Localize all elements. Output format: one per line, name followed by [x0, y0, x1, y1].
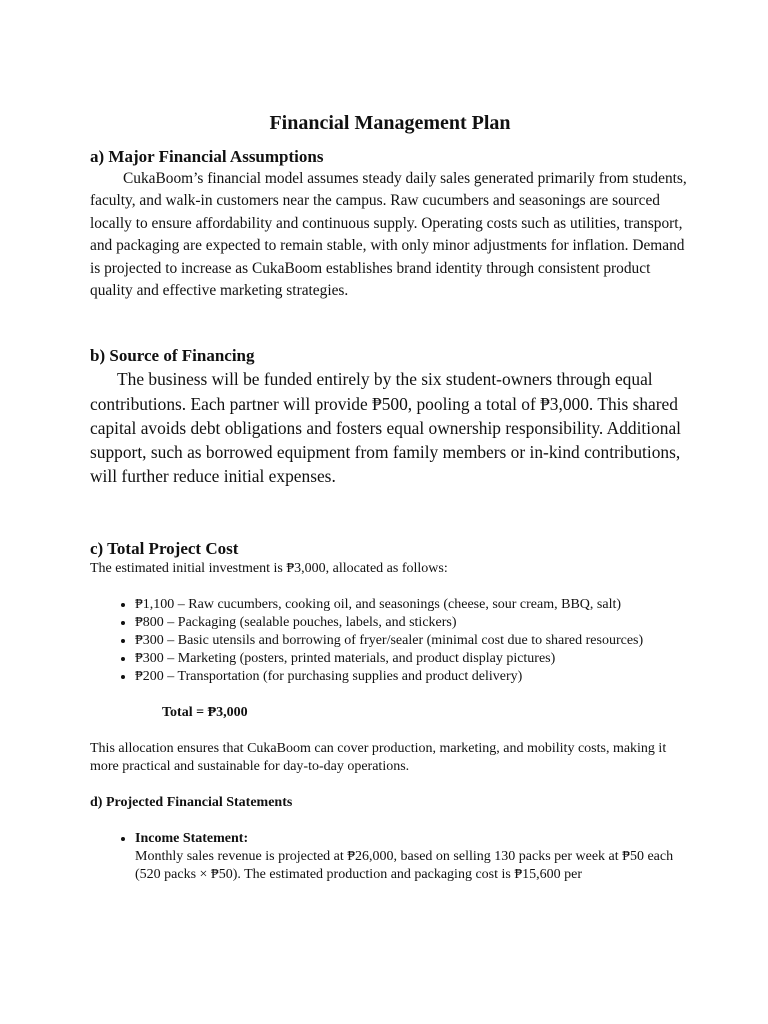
section-c-closing: This allocation ensures that CukaBoom can cover production, marketing, and mobility costs, making it more practical and sustainable for day-to-day operations. [90, 741, 667, 775]
list-item [135, 830, 690, 884]
section-a-heading: a) Major Financial Assumptions [90, 147, 324, 166]
section-a-paragraph: CukaBoom’s financial model assumes steady daily sales generated primarily from students, faculty, and walk-in customers near the campus. Raw cucumbers and seasonings are sourced locally to ensure affordability and continuous supply. Operating costs such as utilities, transport, and packaging are expected to remain stable, with only minor adjustments for inflation. Demand is projected to increase as CukaBoom establishes brand identity through consistent product quality and effective marketing strategies. [90, 170, 687, 300]
cost-breakdown-list [90, 596, 690, 686]
list-item: • ₱800 – Packaging (sealable pouches, labels, and stickers) [135, 614, 690, 632]
spacer [90, 686, 690, 704]
total-cost: Total = ₱3,000 [162, 705, 248, 721]
statement-label: • Income Statement: [135, 831, 249, 847]
list-item: • ₱300 – Marketing (posters, printed materials, and product display pictures) [135, 650, 690, 668]
spacer [90, 776, 690, 794]
spacer [90, 302, 690, 345]
list-item: • ₱1,100 – Raw cucumbers, cooking oil, and seasonings (cheese, sour cream, BBQ, salt) [135, 596, 690, 614]
list-item: • ₱300 – Basic utensils and borrowing of fryer/sealer (minimal cost due to shared resources) [135, 632, 690, 650]
section-d-heading: d) Projected Financial Statements [90, 795, 293, 811]
document-content [90, 110, 690, 884]
spacer [90, 488, 690, 538]
financial-statements-list [90, 830, 690, 884]
spacer [90, 812, 690, 830]
spacer [90, 722, 690, 740]
spacer [90, 578, 690, 596]
document-title: Financial Management Plan [269, 112, 511, 134]
section-b-heading: b) Source of Financing [90, 346, 255, 366]
section-c-heading: c) Total Project Cost [90, 539, 239, 559]
section-c-intro: The estimated initial investment is ₱3,000, allocated as follows: [90, 561, 448, 577]
statement-text: Monthly sales revenue is projected at ₱26,000, based on selling 130 packs per week at ₱50 each (520 packs × ₱50). The estimated production and packaging cost is ₱15,600 per [135, 849, 674, 883]
list-item: • ₱200 – Transportation (for purchasing supplies and product delivery) [135, 668, 690, 686]
section-b-paragraph: The business will be funded entirely by the six student-owners through equal contributions. Each partner will provide ₱500, pooling a total of ₱3,000. This shared capital avoids debt obligations and fosters equal ownership responsibility. Additional support, such as borrowed equipment from family members or in-kind contributions, will further reduce initial expenses. [90, 369, 682, 487]
